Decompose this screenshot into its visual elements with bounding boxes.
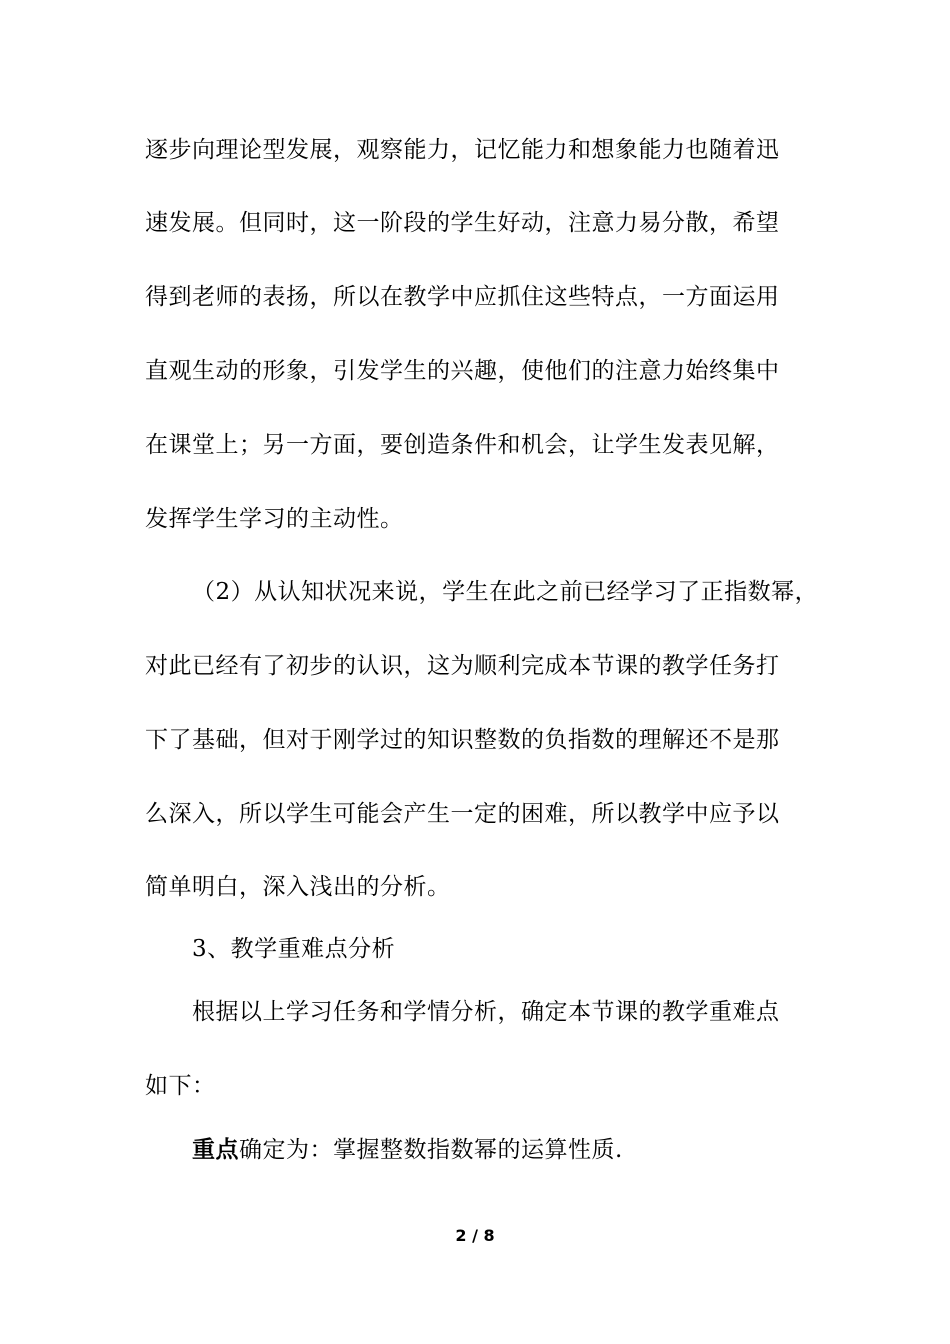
- paragraph-line-1: 逐步向理论型发展，观察能力，记忆能力和想象能力也随着迅: [145, 137, 780, 163]
- paragraph-line-6: 发挥学生学习的主动性。: [145, 506, 404, 532]
- paragraph-line-5: 在课堂上；另一方面，要创造条件和机会，让学生发表见解，: [145, 432, 780, 458]
- paragraph-line-11: 简单明白，深入浅出的分析。: [145, 874, 451, 900]
- paragraph-line-9: 下了基础，但对于刚学过的知识整数的负指数的理解还不是那: [145, 727, 780, 753]
- key-point-label: 重点: [192, 1136, 239, 1163]
- page-number: 2 / 8: [455, 1226, 495, 1245]
- key-point-text: 确定为：掌握整数指数幂的运算性质.: [239, 1137, 623, 1163]
- paragraph-line-13: 根据以上学习任务和学情分析，确定本节课的教学重难点: [192, 999, 780, 1025]
- paragraph-line-4: 直观生动的形象，引发学生的兴趣，使他们的注意力始终集中: [145, 358, 780, 384]
- paragraph-line-7: （2）从认知状况来说，学生在此之前已经学习了正指数幂，: [192, 579, 819, 605]
- key-point-line: [192, 1135, 623, 1165]
- section-heading: 3、教学重难点分析: [192, 936, 396, 962]
- paragraph-line-8: 对此已经有了初步的认识，这为顺利完成本节课的教学任务打: [145, 653, 780, 679]
- paragraph-line-14: 如下：: [145, 1073, 216, 1099]
- paragraph-line-2: 速发展。但同时，这一阶段的学生好动，注意力易分散，希望: [145, 210, 780, 236]
- paragraph-line-10: 么深入，所以学生可能会产生一定的困难，所以教学中应予以: [145, 801, 780, 827]
- paragraph-line-3: 得到老师的表扬，所以在教学中应抓住这些特点，一方面运用: [145, 284, 780, 310]
